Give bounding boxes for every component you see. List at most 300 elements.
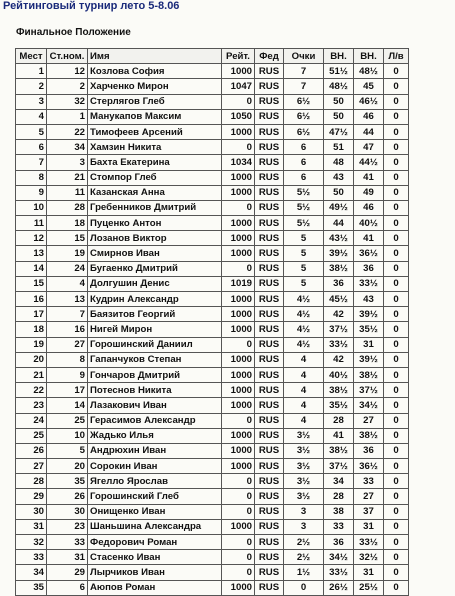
federation-cell: RUS — [255, 443, 284, 458]
buchholz-1-cell: 39½ — [324, 246, 354, 261]
start-number-cell: 15 — [47, 231, 88, 246]
player-name-cell: Лазакович Иван — [88, 398, 222, 413]
player-name-cell: Долгушин Денис — [88, 276, 222, 291]
start-number-cell: 32 — [47, 94, 88, 109]
buchholz-1-cell: 38½ — [324, 261, 354, 276]
points-cell: 6 — [284, 155, 324, 170]
buchholz-1-cell: 49½ — [324, 200, 354, 215]
start-number-cell: 19 — [47, 246, 88, 261]
start-number-cell: 6 — [47, 580, 88, 595]
federation-cell: RUS — [255, 170, 284, 185]
federation-cell: RUS — [255, 322, 284, 337]
start-number-cell: 12 — [47, 64, 88, 79]
points-cell: 3 — [284, 504, 324, 519]
buchholz-2-cell: 48½ — [354, 64, 384, 79]
player-name-cell: Сорокин Иван — [88, 459, 222, 474]
buchholz-2-cell: 33½ — [354, 535, 384, 550]
rank-cell: 12 — [16, 231, 47, 246]
start-number-cell: 14 — [47, 398, 88, 413]
rating-cell: 1000 — [222, 307, 255, 322]
buchholz-1-cell: 38½ — [324, 383, 354, 398]
rank-cell: 32 — [16, 535, 47, 550]
buchholz-2-cell: 33 — [354, 474, 384, 489]
player-name-cell: Хамзин Никита — [88, 140, 222, 155]
rank-cell: 2 — [16, 79, 47, 94]
buchholz-1-cell: 36 — [324, 276, 354, 291]
buchholz-2-cell: 32½ — [354, 550, 384, 565]
start-number-cell: 1 — [47, 109, 88, 124]
table-row — [16, 79, 409, 94]
wins-cell: 0 — [384, 64, 409, 79]
points-cell: 5½ — [284, 216, 324, 231]
rating-cell: 0 — [222, 474, 255, 489]
rank-cell: 5 — [16, 124, 47, 139]
start-number-cell: 8 — [47, 352, 88, 367]
rating-cell: 0 — [222, 200, 255, 215]
buchholz-2-cell: 36 — [354, 261, 384, 276]
start-number-cell: 30 — [47, 504, 88, 519]
points-cell: 7 — [284, 64, 324, 79]
rating-cell: 1000 — [222, 383, 255, 398]
col-header-start-number: Ст.ном. — [47, 49, 88, 64]
buchholz-2-cell: 35½ — [354, 322, 384, 337]
rating-cell: 1000 — [222, 64, 255, 79]
col-header-federation: Фед — [255, 49, 284, 64]
start-number-cell: 34 — [47, 140, 88, 155]
rating-cell: 0 — [222, 535, 255, 550]
wins-cell: 0 — [384, 94, 409, 109]
start-number-cell: 2 — [47, 79, 88, 94]
federation-cell: RUS — [255, 94, 284, 109]
wins-cell: 0 — [384, 246, 409, 261]
rating-cell: 1000 — [222, 231, 255, 246]
table-row — [16, 519, 409, 534]
buchholz-2-cell: 31 — [354, 565, 384, 580]
points-cell: 3½ — [284, 459, 324, 474]
player-name-cell: Бахта Екатерина — [88, 155, 222, 170]
wins-cell: 0 — [384, 459, 409, 474]
rank-cell: 14 — [16, 261, 47, 276]
federation-cell: RUS — [255, 140, 284, 155]
federation-cell: RUS — [255, 216, 284, 231]
start-number-cell: 18 — [47, 216, 88, 231]
table-row — [16, 64, 409, 79]
player-name-cell: Жадько Илья — [88, 428, 222, 443]
rating-cell: 0 — [222, 140, 255, 155]
buchholz-1-cell: 28 — [324, 413, 354, 428]
rating-cell: 1000 — [222, 352, 255, 367]
player-name-cell: Стерлягов Глеб — [88, 94, 222, 109]
buchholz-1-cell: 42 — [324, 307, 354, 322]
points-cell: 6 — [284, 140, 324, 155]
start-number-cell: 16 — [47, 322, 88, 337]
table-row — [16, 109, 409, 124]
rank-cell: 10 — [16, 200, 47, 215]
buchholz-2-cell: 39½ — [354, 307, 384, 322]
standings-table — [15, 48, 409, 596]
col-header-rating: Рейт. — [222, 49, 255, 64]
table-row — [16, 276, 409, 291]
rank-cell: 30 — [16, 504, 47, 519]
wins-cell: 0 — [384, 200, 409, 215]
rating-cell: 1000 — [222, 124, 255, 139]
buchholz-2-cell: 38½ — [354, 367, 384, 382]
buchholz-2-cell: 25½ — [354, 580, 384, 595]
start-number-cell: 13 — [47, 292, 88, 307]
wins-cell: 0 — [384, 352, 409, 367]
player-name-cell: Козлова София — [88, 64, 222, 79]
wins-cell: 0 — [384, 216, 409, 231]
player-name-cell: Стомпор Глеб — [88, 170, 222, 185]
rating-cell: 0 — [222, 261, 255, 276]
player-name-cell: Гребенников Дмитрий — [88, 200, 222, 215]
buchholz-2-cell: 47 — [354, 140, 384, 155]
start-number-cell: 7 — [47, 307, 88, 322]
points-cell: 4½ — [284, 292, 324, 307]
table-row — [16, 474, 409, 489]
buchholz-2-cell: 45 — [354, 79, 384, 94]
wins-cell: 0 — [384, 109, 409, 124]
federation-cell: RUS — [255, 276, 284, 291]
player-name-cell: Пуценко Антон — [88, 216, 222, 231]
points-cell: 3½ — [284, 428, 324, 443]
wins-cell: 0 — [384, 519, 409, 534]
federation-cell: RUS — [255, 155, 284, 170]
buchholz-1-cell: 51 — [324, 140, 354, 155]
federation-cell: RUS — [255, 246, 284, 261]
buchholz-2-cell: 37 — [354, 504, 384, 519]
table-row — [16, 337, 409, 352]
federation-cell: RUS — [255, 398, 284, 413]
points-cell: 4½ — [284, 322, 324, 337]
points-cell: 4 — [284, 383, 324, 398]
col-header-buchholz-1: ВН. — [324, 49, 354, 64]
start-number-cell: 33 — [47, 535, 88, 550]
federation-cell: RUS — [255, 565, 284, 580]
col-header-buchholz-2: ВН. — [354, 49, 384, 64]
points-cell: 2½ — [284, 550, 324, 565]
buchholz-1-cell: 40½ — [324, 367, 354, 382]
federation-cell: RUS — [255, 79, 284, 94]
rating-cell: 1000 — [222, 443, 255, 458]
points-cell: 6 — [284, 170, 324, 185]
points-cell: 5 — [284, 231, 324, 246]
player-name-cell: Горошинский Даниил — [88, 337, 222, 352]
buchholz-2-cell: 43 — [354, 292, 384, 307]
federation-cell: RUS — [255, 292, 284, 307]
wins-cell: 0 — [384, 474, 409, 489]
points-cell: 7 — [284, 79, 324, 94]
rating-cell: 1000 — [222, 292, 255, 307]
rank-cell: 35 — [16, 580, 47, 595]
table-row — [16, 124, 409, 139]
federation-cell: RUS — [255, 504, 284, 519]
federation-cell: RUS — [255, 124, 284, 139]
buchholz-2-cell: 41 — [354, 170, 384, 185]
player-name-cell: Герасимов Александр — [88, 413, 222, 428]
buchholz-1-cell: 37½ — [324, 459, 354, 474]
buchholz-1-cell: 26½ — [324, 580, 354, 595]
rank-cell: 19 — [16, 337, 47, 352]
buchholz-1-cell: 44 — [324, 216, 354, 231]
player-name-cell: Шаньшина Александра — [88, 519, 222, 534]
buchholz-1-cell: 33½ — [324, 565, 354, 580]
wins-cell: 0 — [384, 337, 409, 352]
start-number-cell: 35 — [47, 474, 88, 489]
federation-cell: RUS — [255, 307, 284, 322]
buchholz-2-cell: 27 — [354, 489, 384, 504]
wins-cell: 0 — [384, 443, 409, 458]
rank-cell: 29 — [16, 489, 47, 504]
rating-cell: 0 — [222, 94, 255, 109]
rank-cell: 7 — [16, 155, 47, 170]
buchholz-2-cell: 36 — [354, 443, 384, 458]
col-header-name: Имя — [88, 49, 222, 64]
rating-cell: 1000 — [222, 170, 255, 185]
buchholz-1-cell: 28 — [324, 489, 354, 504]
rank-cell: 21 — [16, 367, 47, 382]
table-row — [16, 292, 409, 307]
start-number-cell: 20 — [47, 459, 88, 474]
federation-cell: RUS — [255, 231, 284, 246]
rating-cell: 1000 — [222, 367, 255, 382]
table-row — [16, 489, 409, 504]
rating-cell: 1000 — [222, 185, 255, 200]
rating-cell: 1000 — [222, 428, 255, 443]
wins-cell: 0 — [384, 170, 409, 185]
wins-cell: 0 — [384, 231, 409, 246]
player-name-cell: Гончаров Дмитрий — [88, 367, 222, 382]
points-cell: 1½ — [284, 565, 324, 580]
start-number-cell: 27 — [47, 337, 88, 352]
rank-cell: 8 — [16, 170, 47, 185]
points-cell: 6½ — [284, 124, 324, 139]
points-cell: 3½ — [284, 489, 324, 504]
rank-cell: 6 — [16, 140, 47, 155]
start-number-cell: 21 — [47, 170, 88, 185]
buchholz-2-cell: 46 — [354, 200, 384, 215]
buchholz-2-cell: 46 — [354, 109, 384, 124]
wins-cell: 0 — [384, 276, 409, 291]
rating-cell: 1034 — [222, 155, 255, 170]
wins-cell: 0 — [384, 398, 409, 413]
start-number-cell: 26 — [47, 489, 88, 504]
buchholz-2-cell: 44 — [354, 124, 384, 139]
buchholz-2-cell: 34½ — [354, 398, 384, 413]
player-name-cell: Федорович Роман — [88, 535, 222, 550]
rank-cell: 31 — [16, 519, 47, 534]
federation-cell: RUS — [255, 535, 284, 550]
wins-cell: 0 — [384, 79, 409, 94]
table-row — [16, 535, 409, 550]
federation-cell: RUS — [255, 261, 284, 276]
federation-cell: RUS — [255, 185, 284, 200]
player-name-cell: Горошинский Глеб — [88, 489, 222, 504]
start-number-cell: 11 — [47, 185, 88, 200]
buchholz-1-cell: 33 — [324, 519, 354, 534]
table-row — [16, 367, 409, 382]
buchholz-1-cell: 48½ — [324, 79, 354, 94]
buchholz-2-cell: 36½ — [354, 459, 384, 474]
buchholz-1-cell: 33½ — [324, 337, 354, 352]
buchholz-1-cell: 45½ — [324, 292, 354, 307]
buchholz-1-cell: 50 — [324, 109, 354, 124]
table-row — [16, 352, 409, 367]
player-name-cell: Аюпов Роман — [88, 580, 222, 595]
player-name-cell: Нигей Мирон — [88, 322, 222, 337]
rating-cell: 0 — [222, 337, 255, 352]
federation-cell: RUS — [255, 367, 284, 382]
rank-cell: 33 — [16, 550, 47, 565]
buchholz-1-cell: 35½ — [324, 398, 354, 413]
points-cell: 0 — [284, 580, 324, 595]
start-number-cell: 22 — [47, 124, 88, 139]
federation-cell: RUS — [255, 459, 284, 474]
player-name-cell: Бугаенко Дмитрий — [88, 261, 222, 276]
table-row — [16, 504, 409, 519]
start-number-cell: 23 — [47, 519, 88, 534]
start-number-cell: 3 — [47, 155, 88, 170]
player-name-cell: Андрюхин Иван — [88, 443, 222, 458]
rating-cell: 0 — [222, 489, 255, 504]
table-row — [16, 231, 409, 246]
buchholz-1-cell: 47½ — [324, 124, 354, 139]
buchholz-2-cell: 46½ — [354, 94, 384, 109]
table-row — [16, 140, 409, 155]
points-cell: 4 — [284, 413, 324, 428]
points-cell: 4 — [284, 352, 324, 367]
table-row — [16, 155, 409, 170]
rating-cell: 1000 — [222, 398, 255, 413]
player-name-cell: Потеснов Никита — [88, 383, 222, 398]
player-name-cell: Смирнов Иван — [88, 246, 222, 261]
rank-cell: 15 — [16, 276, 47, 291]
wins-cell: 0 — [384, 140, 409, 155]
buchholz-2-cell: 49 — [354, 185, 384, 200]
points-cell: 4½ — [284, 307, 324, 322]
rating-cell: 1019 — [222, 276, 255, 291]
points-cell: 2½ — [284, 535, 324, 550]
wins-cell: 0 — [384, 322, 409, 337]
buchholz-2-cell: 40½ — [354, 216, 384, 231]
points-cell: 4 — [284, 398, 324, 413]
wins-cell: 0 — [384, 155, 409, 170]
table-row — [16, 216, 409, 231]
table-row — [16, 170, 409, 185]
points-cell: 3 — [284, 519, 324, 534]
rank-cell: 28 — [16, 474, 47, 489]
player-name-cell: Кудрин Александр — [88, 292, 222, 307]
buchholz-2-cell: 41 — [354, 231, 384, 246]
wins-cell: 0 — [384, 383, 409, 398]
rating-cell: 1000 — [222, 246, 255, 261]
points-cell: 4 — [284, 367, 324, 382]
buchholz-2-cell: 38½ — [354, 428, 384, 443]
wins-cell: 0 — [384, 413, 409, 428]
table-row — [16, 428, 409, 443]
buchholz-2-cell: 31 — [354, 337, 384, 352]
points-cell: 5 — [284, 261, 324, 276]
table-row — [16, 580, 409, 595]
col-header-points: Очки — [284, 49, 324, 64]
player-name-cell: Манукапов Максим — [88, 109, 222, 124]
start-number-cell: 5 — [47, 443, 88, 458]
start-number-cell: 29 — [47, 565, 88, 580]
table-row — [16, 413, 409, 428]
federation-cell: RUS — [255, 337, 284, 352]
buchholz-1-cell: 50 — [324, 185, 354, 200]
start-number-cell: 17 — [47, 383, 88, 398]
federation-cell: RUS — [255, 383, 284, 398]
table-row — [16, 261, 409, 276]
rank-cell: 25 — [16, 428, 47, 443]
table-header-row — [16, 49, 409, 64]
rank-cell: 17 — [16, 307, 47, 322]
wins-cell: 0 — [384, 550, 409, 565]
table-row — [16, 383, 409, 398]
federation-cell: RUS — [255, 550, 284, 565]
table-row — [16, 322, 409, 337]
federation-cell: RUS — [255, 474, 284, 489]
rank-cell: 3 — [16, 94, 47, 109]
rank-cell: 1 — [16, 64, 47, 79]
points-cell: 4½ — [284, 337, 324, 352]
buchholz-1-cell: 34 — [324, 474, 354, 489]
rating-cell: 1000 — [222, 519, 255, 534]
rating-cell: 0 — [222, 565, 255, 580]
player-name-cell: Стасенко Иван — [88, 550, 222, 565]
points-cell: 3½ — [284, 443, 324, 458]
tournament-title: Рейтинговый турнир лето 5-8.06 — [3, 0, 180, 12]
rank-cell: 23 — [16, 398, 47, 413]
wins-cell: 0 — [384, 367, 409, 382]
rank-cell: 16 — [16, 292, 47, 307]
buchholz-1-cell: 48 — [324, 155, 354, 170]
rank-cell: 20 — [16, 352, 47, 367]
rank-cell: 34 — [16, 565, 47, 580]
rating-cell: 1000 — [222, 322, 255, 337]
rating-cell: 0 — [222, 413, 255, 428]
rank-cell: 24 — [16, 413, 47, 428]
wins-cell: 0 — [384, 292, 409, 307]
federation-cell: RUS — [255, 580, 284, 595]
table-row — [16, 443, 409, 458]
rating-cell: 0 — [222, 504, 255, 519]
federation-cell: RUS — [255, 109, 284, 124]
buchholz-2-cell: 33½ — [354, 276, 384, 291]
buchholz-1-cell: 50 — [324, 94, 354, 109]
wins-cell: 0 — [384, 124, 409, 139]
buchholz-2-cell: 37½ — [354, 383, 384, 398]
standings-heading: Финальное Положение — [16, 27, 131, 38]
table-row — [16, 398, 409, 413]
rank-cell: 4 — [16, 109, 47, 124]
points-cell: 3½ — [284, 474, 324, 489]
rating-cell: 1050 — [222, 109, 255, 124]
player-name-cell: Лозанов Виктор — [88, 231, 222, 246]
wins-cell: 0 — [384, 489, 409, 504]
rank-cell: 27 — [16, 459, 47, 474]
wins-cell: 0 — [384, 504, 409, 519]
buchholz-2-cell: 36½ — [354, 246, 384, 261]
wins-cell: 0 — [384, 580, 409, 595]
table-row — [16, 550, 409, 565]
federation-cell: RUS — [255, 519, 284, 534]
player-name-cell: Ягелло Ярослав — [88, 474, 222, 489]
start-number-cell: 25 — [47, 413, 88, 428]
federation-cell: RUS — [255, 352, 284, 367]
buchholz-1-cell: 43 — [324, 170, 354, 185]
